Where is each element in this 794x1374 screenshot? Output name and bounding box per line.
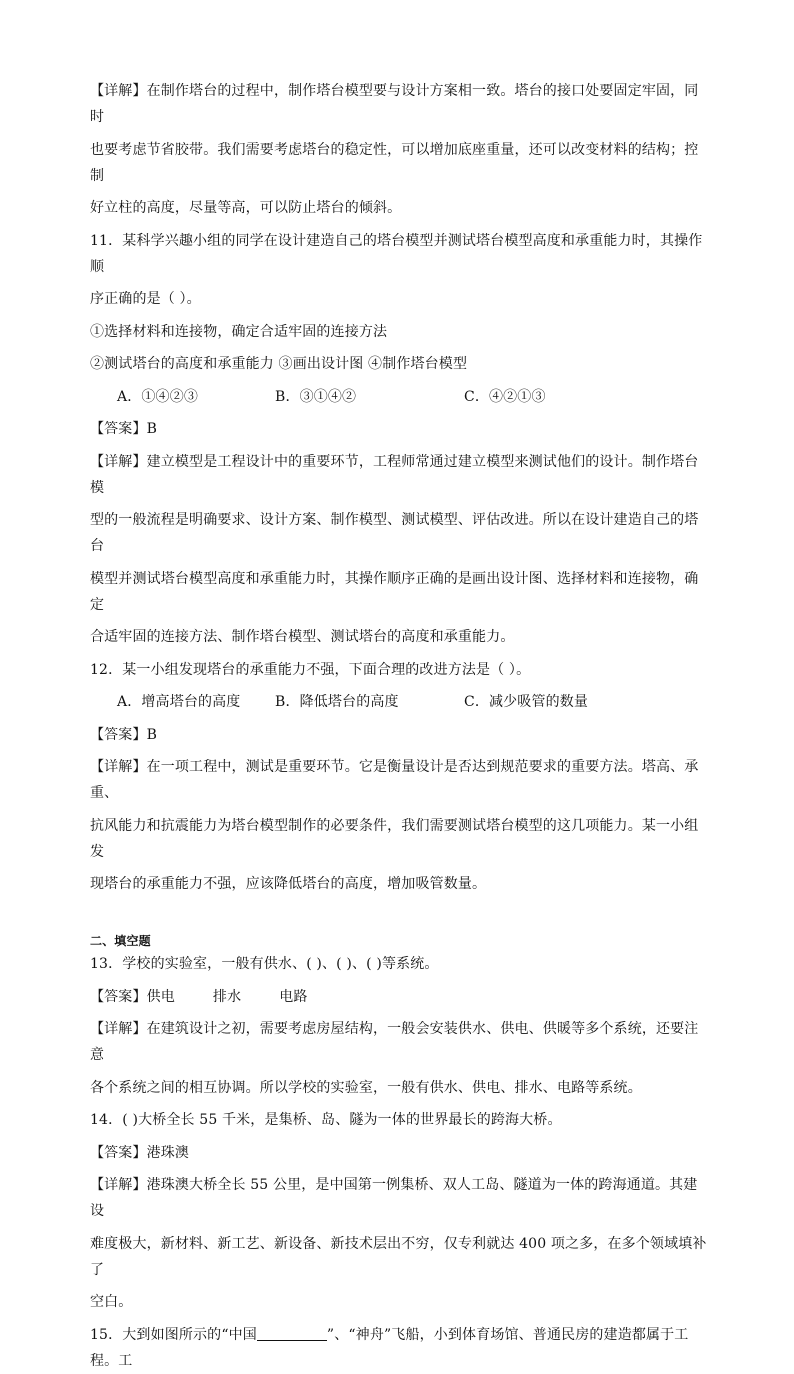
intro-detail-line-1: 【详解】在制作塔台的过程中，制作塔台模型要与设计方案相一致。塔台的接口处要固定牢固，同时 [90, 83, 699, 125]
q14-detail-line-3: 空白。 [90, 1294, 133, 1310]
q11-options [90, 384, 710, 410]
q12-answer: 【答案】B [90, 726, 158, 743]
q15-suffix: ”、“神舟”飞船，小到体育场馆、普通民房的建造都属于工程。工 [90, 1326, 689, 1369]
q15-prefix: 15．大到如图所示的“中国 [90, 1326, 257, 1343]
q13-answer-item-3: 电路 [279, 988, 308, 1005]
q13-answer-label: 【答案】 [90, 988, 147, 1005]
q14-detail-line-1: 【详解】港珠澳大桥全长 55 公里，是中国第一例集桥、双人工岛、隧道为一体的跨海通道。其建设 [90, 1177, 698, 1219]
q14-stem: 14．( )大桥全长 55 千米，是集桥、岛、隧为一体的世界最长的跨海大桥。 [90, 1112, 562, 1128]
q15-stem [90, 1322, 710, 1374]
q11-detail-line-1: 【详解】建立模型是工程设计中的重要环节，工程师常通过建立模型来测试他们的设计。制作塔台模 [90, 453, 699, 496]
q11-steps-line-1: ①选择材料和连接物，确定合适牢固的连接方法 [90, 323, 388, 340]
q13-detail-line-1: 【详解】在建筑设计之初，需要考虑房屋结构，一般会安装供水、供电、供暖等多个系统，还要注意 [90, 1021, 699, 1063]
q12-option-c: C．减少吸管的数量 [464, 694, 589, 710]
section-title-fill-in: 二、填空题 [90, 934, 151, 948]
q11-stem-line-1: 11．某科学兴趣小组的同学在设计建造自己的塔台模型并测试塔台模型高度和承重能力时，其操作顺 [90, 232, 703, 275]
q12-option-b: B．降低塔台的高度 [275, 694, 399, 710]
q11-detail-line-4: 合适牢固的连接方法、制作塔台模型、测试塔台的高度和承重能力。 [90, 629, 515, 645]
q12-option-a: A．增高塔台的高度 [117, 694, 241, 710]
q14-answer: 【答案】港珠澳 [90, 1144, 190, 1161]
q15-blank [257, 1326, 327, 1341]
intro-detail-line-3: 好立柱的高度，尽量等高，可以防止塔台的倾斜。 [90, 200, 402, 216]
q13-answer-item-2: 排水 [212, 988, 242, 1005]
q12-options [90, 689, 710, 715]
q13-answer [90, 984, 710, 1010]
q13-detail-line-2: 各个系统之间的相互协调。所以学校的实验室，一般有供水、供电、排水、电路等系统。 [90, 1079, 642, 1096]
q13-answer-item-1: 供电 [146, 988, 175, 1005]
q11-option-b: B．③①④② [275, 388, 357, 405]
q12-stem: 12．某一小组发现塔台的承重能力不强，下面合理的改进方法是（ ）。 [90, 661, 531, 678]
q13-stem: 13．学校的实验室，一般有供水、( )、( )、( )等系统。 [90, 956, 439, 972]
q11-option-c: C．④②①③ [464, 388, 546, 405]
q11-detail-line-3: 模型并测试塔台模型高度和承重能力时，其操作顺序正确的是画出设计图、选择材料和连接物，确定 [90, 570, 699, 613]
q12-detail-line-3: 现塔台的承重能力不强，应该降低塔台的高度，增加吸管数量。 [90, 876, 487, 892]
q14-detail-line-2: 难度极大，新材料、新工艺、新设备、新技术层出不穷，仅专利就达 400 项之多，在多个领域填补了 [90, 1235, 707, 1278]
q12-detail-line-2: 抗风能力和抗震能力为塔台模型制作的必要条件，我们需要测试塔台模型的这几项能力。某一小组发 [90, 817, 699, 860]
q11-option-a: A．①④②③ [117, 388, 199, 405]
q11-stem-line-2: 序正确的是（ ）。 [90, 291, 201, 307]
document-page [90, 78, 710, 1374]
q11-steps-line-2: ②测试塔台的高度和承重能力 ③画出设计图 ④制作塔台模型 [90, 356, 468, 372]
q11-answer: 【答案】B [90, 421, 158, 437]
intro-detail-line-2: 也要考虑节省胶带。我们需要考虑塔台的稳定性，可以增加底座重量，还可以改变材料的结构；控制 [90, 141, 699, 184]
q12-detail-line-1: 【详解】在一项工程中，测试是重要环节。它是衡量设计是否达到规范要求的重要方法。塔高、承重、 [90, 759, 699, 801]
q11-detail-line-2: 型的一般流程是明确要求、设计方案、制作模型、测试模型、评估改进。所以在设计建造自己的塔台 [90, 512, 699, 554]
